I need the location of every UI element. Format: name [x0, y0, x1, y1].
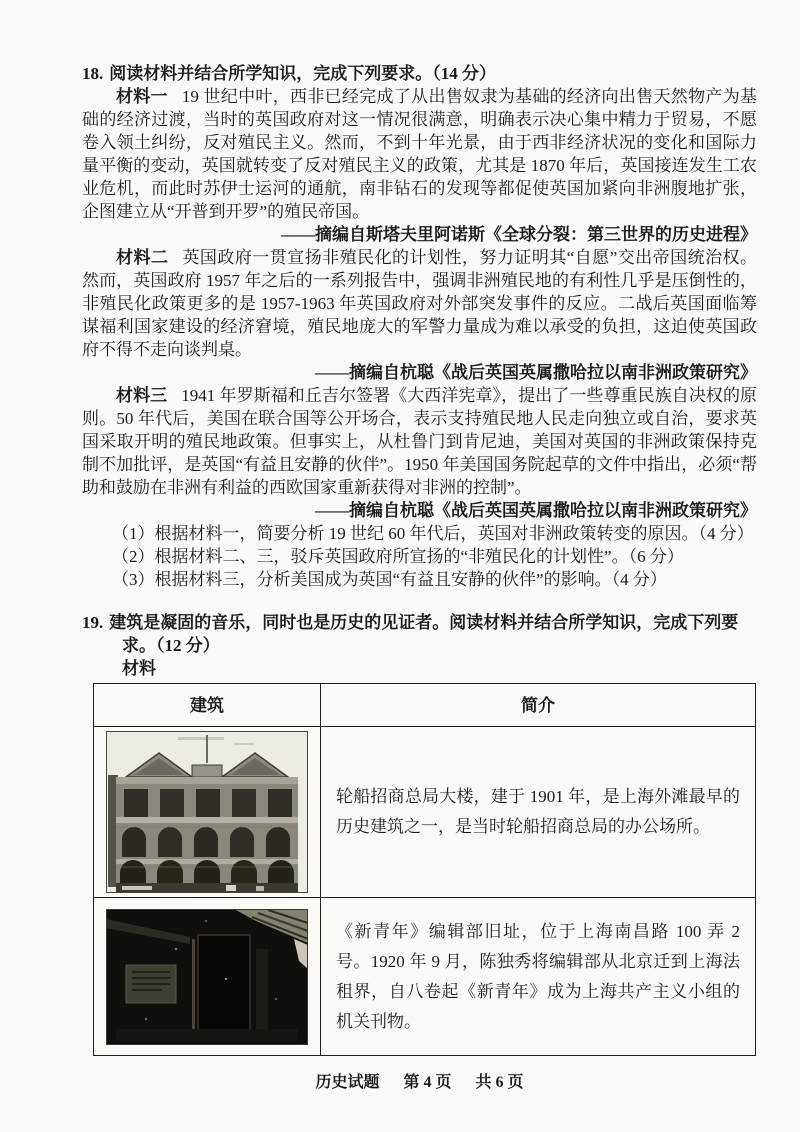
- material-2-source: ——摘编自杭聪《战后英国英属撒哈拉以南非洲政策研究》: [315, 363, 757, 382]
- material-2-paragraph: [82, 246, 757, 361]
- table-row: [94, 727, 756, 898]
- subquestion-1: （1）根据材料一，简要分析 19 世纪 60 年代后，英国对非洲政策转变的原因。（4 分）: [112, 524, 754, 543]
- material-title: 材料: [122, 659, 156, 678]
- building-description-1: 轮船招商总局大楼，建于 1901 年，是上海外滩最早的历史建筑之一，是当时轮船招商总局的办公场所。: [321, 727, 756, 898]
- material-3-label: 材料三: [116, 386, 168, 405]
- buildings-table: [93, 683, 756, 1056]
- subquestion-3: （3）根据材料三，分析美国成为英国“有益且安静的伙伴”的影响。（4 分）: [112, 570, 667, 589]
- material-1-paragraph: [82, 85, 757, 223]
- question-18-stem: 阅读材料并结合所学知识，完成下列要求。（14 分）: [109, 64, 496, 83]
- building-description-2: 《新青年》编辑部旧址，位于上海南昌路 100 弄 2 号。1920 年 9 月，陈独秀将编辑部从北京迁到上海法租界，自八卷起《新青年》成为上海共产主义小组的机关刊物。: [321, 898, 756, 1056]
- material-1-label: 材料一: [116, 87, 168, 106]
- subquestion-2: （2）根据材料二、三，驳斥英国政府所宣扬的“非殖民化的计划性”。（6 分）: [112, 547, 684, 566]
- building-photo-cell-1: [94, 727, 321, 898]
- footer-page-total: 共 6 页: [475, 1074, 524, 1091]
- page-footer: [82, 1071, 757, 1094]
- material-3-text: 1941 年罗斯福和丘吉尔签署《大西洋宪章》，提出了一些尊重民族自决权的原则。50 年代后，美国在联合国等公开场合，表示支持殖民地人民走向独立或自治，要求英国采取开明的殖民地政策。但事实上，从杜鲁门到肯尼迪，美国对英国的非洲政策保持克制不加批评，是英国“有益且安静的伙伴”。1950 年美国国务院起草的文件中指出，必须“帮助和鼓励在非洲有利益的西欧国家重新获得对非洲的控制”。: [82, 386, 758, 497]
- building-photo-cell-2: [94, 898, 321, 1056]
- material-1-source: ——摘编自斯塔夫里阿诺斯《全球分裂：第三世界的历史进程》: [281, 225, 757, 244]
- table-header-row: [94, 684, 756, 727]
- material-1-text: 19 世纪中叶，西非已经完成了从出售奴隶为基础的经济向出售天然物产为基础的经济过渡，当时的英国政府对这一情况很满意，明确表示决心集中精力于贸易，不愿卷入领土纠纷，反对殖民主义。然而，不到十年光景，由于西非经济状况的变化和国际力量平衡的变动，英国就转变了反对殖民主义的政策，尤其是 1870 年后，英国接连发生工农业危机，而此时苏伊士运河的通航，南非钻石的发现等都促使英国加紧向非洲腹地扩张，企图建立从“开普到开罗”的殖民帝国。: [82, 87, 757, 221]
- table-header-building: 建筑: [94, 684, 321, 727]
- question-18-heading: [82, 62, 757, 85]
- question-19-stem: 建筑是凝固的音乐，同时也是历史的见证者。阅读材料并结合所学知识，完成下列要求。（12 分）: [109, 613, 739, 655]
- question-19-number: 19.: [82, 613, 104, 632]
- table-header-intro: 简介: [321, 684, 756, 727]
- table-row: [94, 898, 756, 1056]
- material-3-source: ——摘编自杭聪《战后英国英属撒哈拉以南非洲政策研究》: [315, 501, 757, 520]
- material-3-paragraph: [82, 384, 757, 499]
- china-merchants-building-photo: [106, 731, 308, 893]
- question-18-number: 18.: [82, 64, 104, 83]
- question-19-block: [82, 611, 757, 1056]
- footer-exam-title: 历史试题: [315, 1074, 380, 1091]
- question-19-heading: [82, 611, 757, 657]
- material-2-text: 英国政府一贯宣扬非殖民化的计划性，努力证明其“自愿”交出帝国统治权。然而，英国政府 1957 年之后的一系列报告中，强调非洲殖民地的有利性几乎是压倒性的，非殖民化政策更多的是 1957-1963 年英国政府对外部突发事件的反应。二战后英国面临筹谋福利国家建设的经济窘境，殖民地庞大的军警力量成为难以承受的负担，这迫使英国政府不得不走向谈判桌。: [82, 248, 758, 359]
- footer-page-number: 第 4 页: [403, 1074, 452, 1091]
- new-youth-editorial-site-photo: [106, 909, 308, 1045]
- material-2-label: 材料二: [116, 248, 169, 267]
